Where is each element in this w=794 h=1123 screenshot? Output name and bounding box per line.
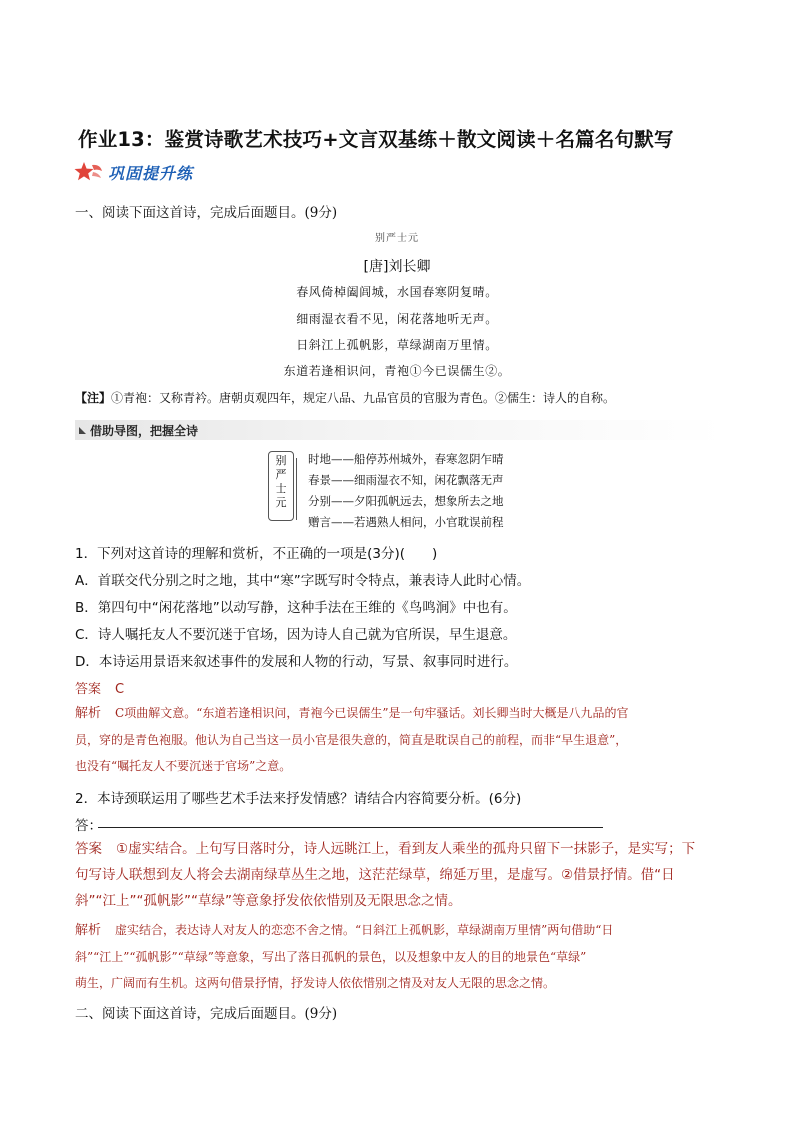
option-c: C．诗人嘱托友人不要沉迷于官场，因为诗人自己就为官所误，早生退意。: [75, 627, 517, 643]
poem-title: 别严士元: [375, 233, 419, 244]
explanation-line: 也没有“嘱托友人不要沉迷于官场”之意。: [75, 759, 292, 773]
poem-line: 春风倚棹阖闾城，水国春寒阴复晴。: [296, 285, 498, 299]
answer-label: 答案: [75, 841, 102, 857]
explanation-line: 萌生，广阔而有生机。这两句借景抒情，抒发诗人依依惜别之情及对友人无限的思念之情。: [75, 976, 556, 990]
question-1-stem: 1．下列对这首诗的理解和赏析，不正确的一项是(3分)( ): [75, 546, 438, 562]
option-d: D．本诗运用景语来叙述事件的发展和人物的行动，写景、叙事同时进行。: [75, 654, 518, 670]
option-a: A．首联交代分别之时之地，其中“寒”字既写时令特点，兼表诗人此时心情。: [75, 573, 531, 589]
mindmap-branch: 春景——细雨湿衣不知，闲花飘落无声: [308, 473, 504, 487]
note-text: ①青袍：又称青衿。唐朝贞观四年，规定八品、九品官员的官服为青色。②儒生：诗人的自称。: [111, 391, 616, 405]
poem-line: 日斜江上孤帆影，草绿湖南万里情。: [296, 338, 498, 352]
triangle-icon: [79, 427, 86, 434]
explanation-line: 斜”“江上”“孤帆影”“草绿”等意象，写出了落日孤帆的景色，以及想象中友人的目的地景色“草绿”: [75, 950, 587, 964]
footnote: [75, 389, 615, 406]
question-1-answer: [75, 678, 124, 697]
answer-label: 答案: [75, 682, 102, 697]
explanation-label: 解析: [75, 923, 102, 938]
mindmap-branch: 时地——船停苏州城外，春寒忽阴乍晴: [308, 452, 504, 466]
note-label: 【注】: [75, 391, 112, 405]
option-b: B．第四句中“闲花落地”以动写静，这种手法在王维的《鸟鸣涧》中也有。: [75, 600, 517, 616]
mindmap-branch: 分别——夕阳孤帆远去，想象所去之地: [308, 494, 504, 508]
mindmap-heading: [75, 420, 723, 440]
poem-author: [唐]刘长卿: [363, 259, 431, 275]
mindmap-branch: 赠言——若遇熟人相问，小官耽误前程: [308, 515, 504, 529]
poem-line: 细雨湿衣看不见，闲花落地听无声。: [296, 312, 498, 326]
answer-line: 句写诗人联想到友人将会去湖南绿草丛生之地，这茫茫绿草，绵延万里，是虚写。②借景抒情。借“日: [75, 867, 675, 883]
section-banner: [74, 160, 193, 184]
answer-line: ①虚实结合。上句写日落时分，诗人远眺江上，看到友人乘坐的孤舟只留下一抹影子，是实写；下: [116, 841, 696, 857]
question-2-answer: [75, 836, 723, 914]
mindmap-root-char: 士: [275, 482, 287, 495]
page-title: 作业13：鉴赏诗歌艺术技巧+文言双基练＋散文阅读＋名篇名句默写: [78, 128, 674, 151]
mindmap-root-char: 别: [275, 454, 287, 467]
answer-line: 斜”“江上”“孤帆影”“草绿”等意象抒发依依惜别及无限思念之情。: [75, 893, 462, 909]
section-heading: 二、阅读下面这首诗，完成后面题目。(9分): [75, 1006, 338, 1022]
question-1-explanation: [75, 700, 725, 779]
mindmap-root-char: 元: [275, 496, 287, 509]
mindmap-bracket: [296, 458, 307, 520]
star-icon: [74, 161, 104, 183]
answer-prefix: 答：: [75, 818, 102, 834]
banner-label: 巩固提升练: [108, 163, 194, 183]
mindmap-heading-label: 借助导图，把握全诗: [90, 423, 199, 438]
question-2-explanation: [75, 917, 725, 996]
explanation-label: 解析: [75, 706, 102, 721]
question-2-stem: 2．本诗颈联运用了哪些艺术手法来抒发情感？请结合内容简要分析。(6分): [75, 791, 522, 807]
explanation-line: C项曲解文意。“东道若逢相识问，青袍今已误儒生”是一句牢骚话。刘长卿当时大概是八九品的官: [115, 706, 629, 720]
explanation-line: 虚实结合，表达诗人对友人的恋恋不舍之情。“日斜江上孤帆影，草绿湖南万里情”两句借助“日: [115, 923, 614, 937]
mindmap-root: [268, 451, 294, 521]
mindmap-root-char: 严: [275, 468, 287, 481]
answer-blank[interactable]: [98, 827, 603, 828]
answer-value: C: [115, 682, 125, 697]
explanation-line: 员，穿的是青色袍服。他认为自己当这一员小官是很失意的，简直是耽误自己的前程，而非“早生退意”，: [75, 733, 628, 747]
section-heading: 一、阅读下面这首诗，完成后面题目。(9分): [75, 205, 338, 221]
poem-line: 东道若逢相识问，青袍①今已误儒生②。: [283, 364, 511, 378]
